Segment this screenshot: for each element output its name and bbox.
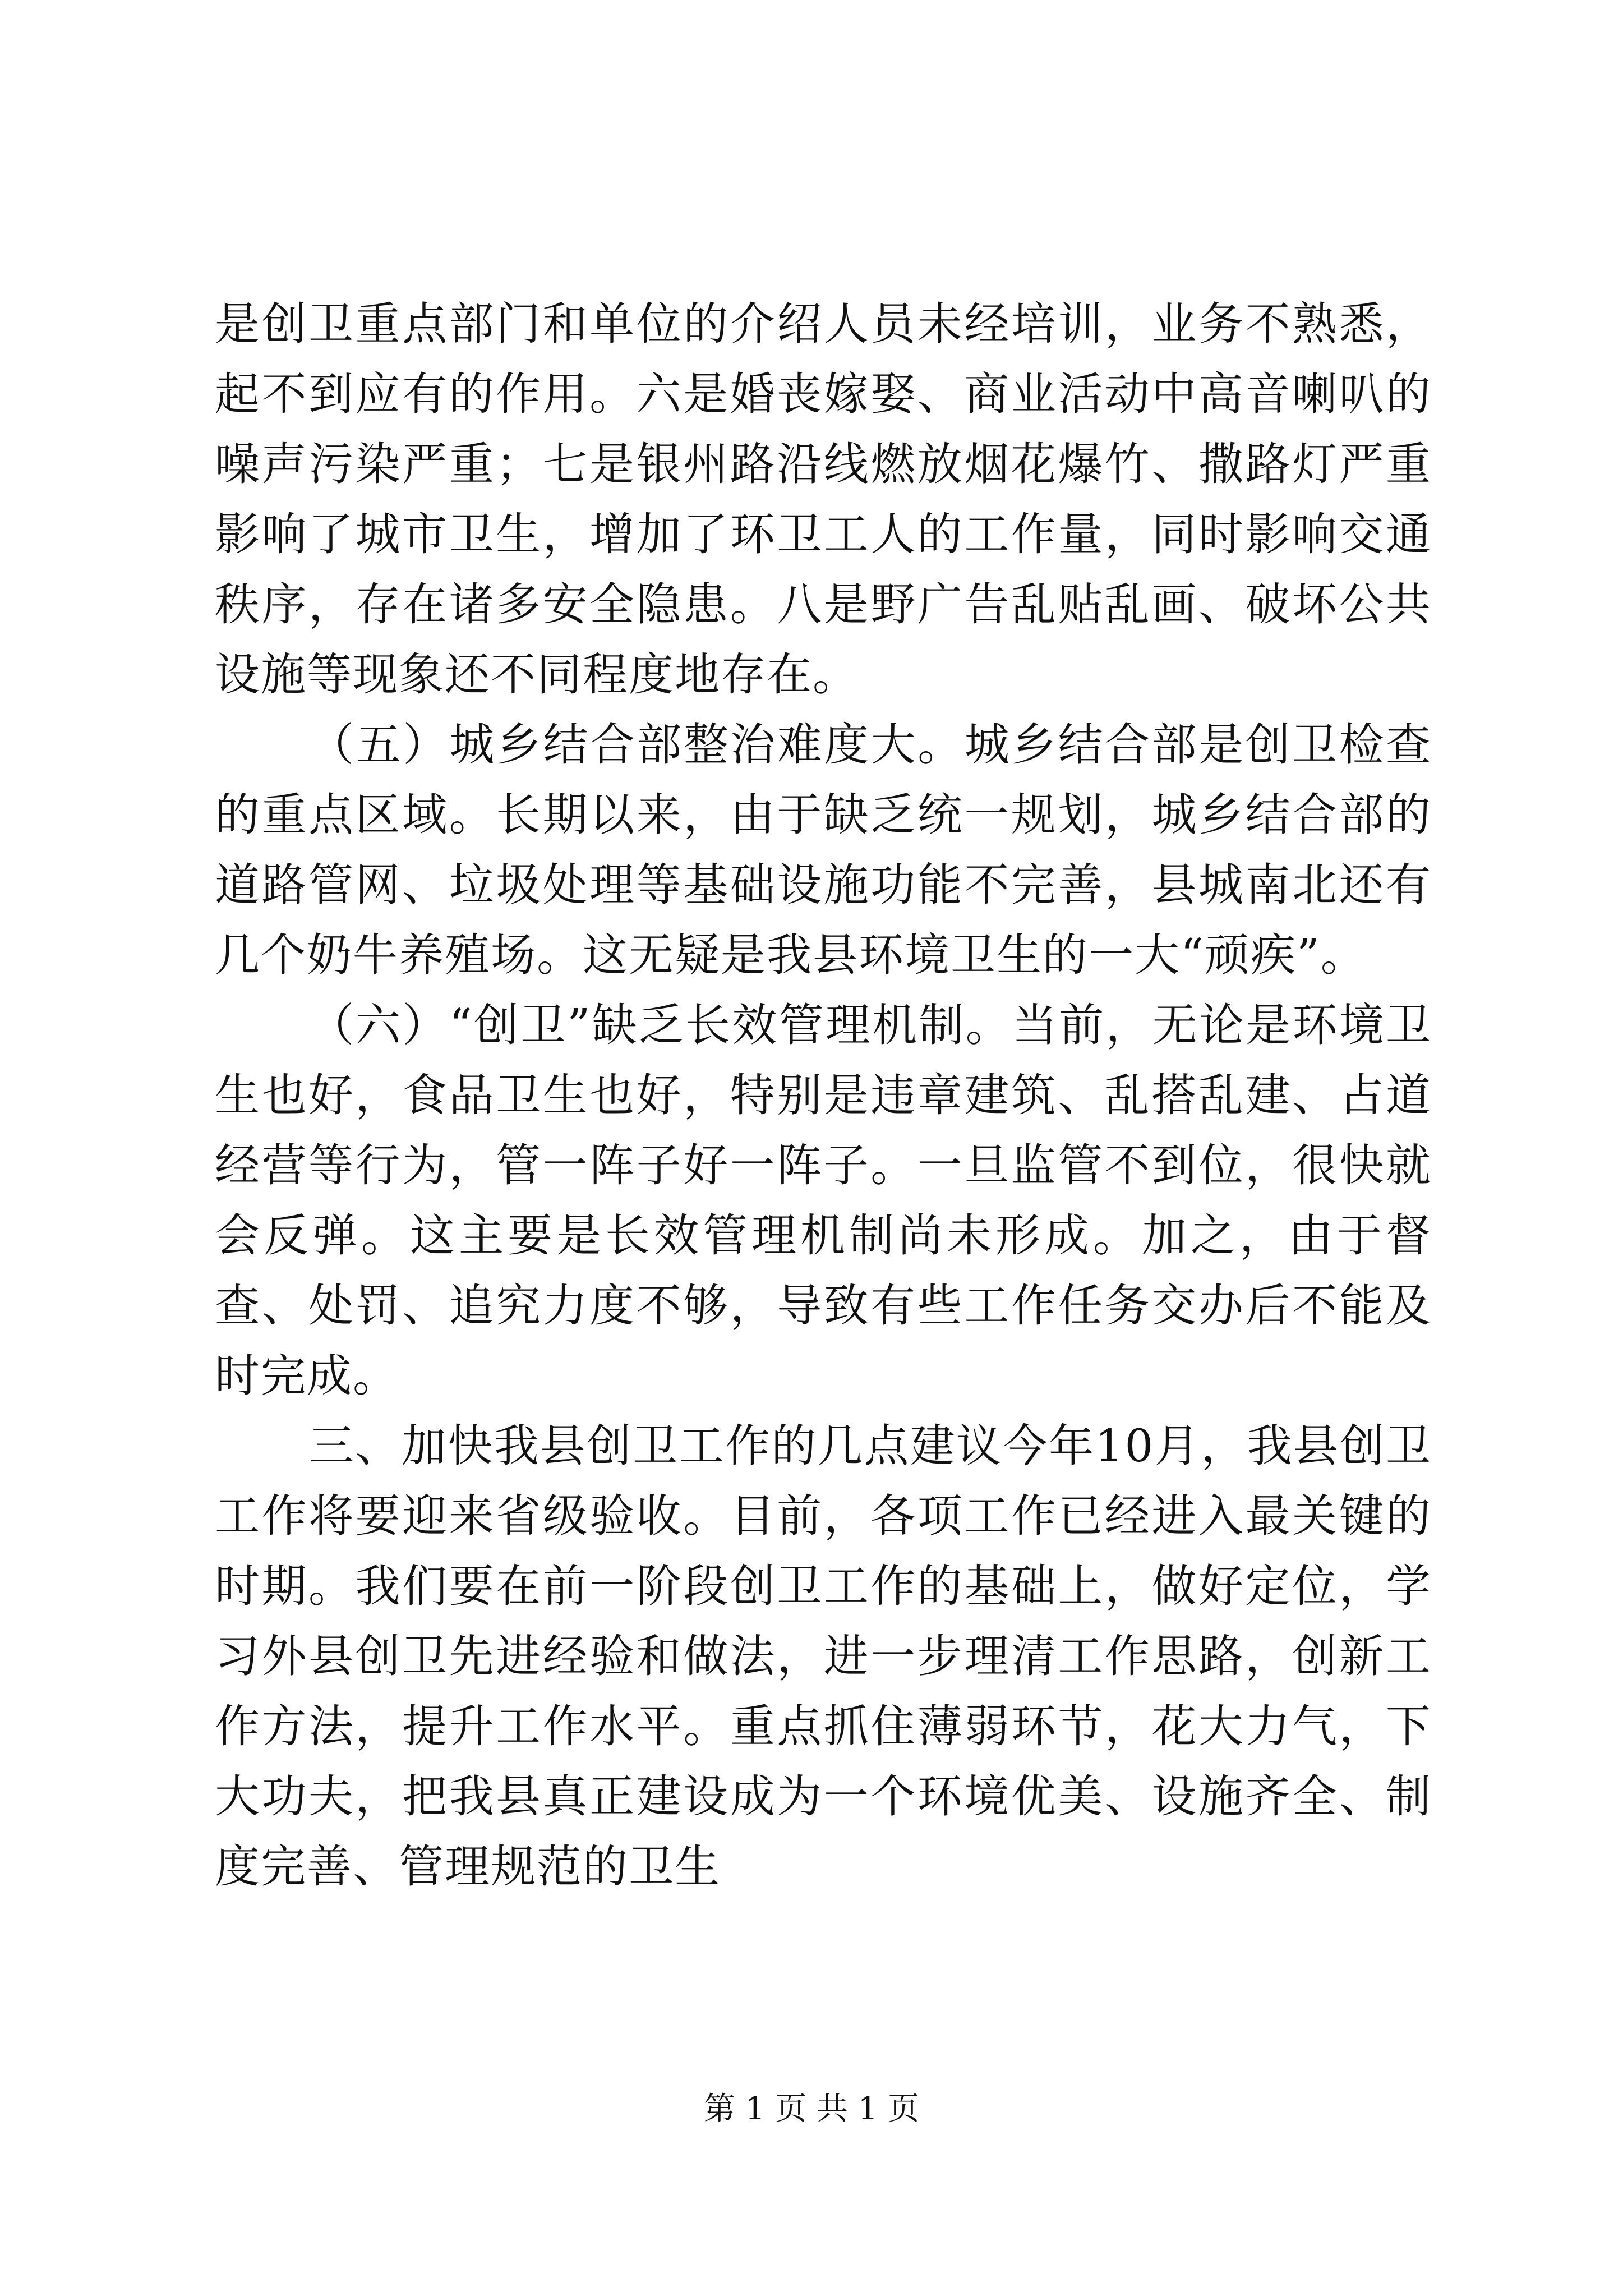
paragraph-continuation: 是创卫重点部门和单位的介绍人员未经培训，业务不熟悉，起不到应有的作用。六是婚丧嫁娶、商业活动中高音喇叭的噪声污染严重；七是银州路沿线燃放烟花爆竹、撒路灯严重影响了城市卫生，增加了环卫工人的工作量，同时影响交通秩序，存在诸多安全隐患。八是野广告乱贴乱画、破坏公共设施等现象还不同程度地存在。 [215,298,1432,701]
paragraph-section-5: （五）城乡结合部整治难度大。城乡结合部是创卫检查的重点区域。长期以来，由于缺乏统一规划，城乡结合部的道路管网、垃圾处理等基础设施功能不完善，县城南北还有几个奶牛养殖场。这无疑是我县环境卫生的一大“顽疾”。 [215,719,1432,981]
paragraph-suggestions: 三、加快我县创卫工作的几点建议今年10月，我县创卫工作将要迎来省级验收。目前，各项工作已经进入最关键的时期。我们要在前一阶段创卫工作的基础上，做好定位，学习外县创卫先进经验和做法，进一步理清工作思路，创新工作方法，提升工作水平。重点抓住薄弱环节，花大力气，下大功夫，把我县真正建设成为一个环境优美、设施齐全、制度完善、管理规范的卫生 [215,1420,1432,1893]
page-footer: 第 1 页 共 1 页 [703,2091,920,2127]
document-body [215,289,1432,1902]
paragraph-section-6: （六）“创卫”缺乏长效管理机制。当前，无论是环境卫生也好，食品卫生也好，特别是违章建筑、乱搭乱建、占道经营等行为，管一阵子好一阵子。一旦监管不到位，很快就会反弹。这主要是长效管理机制尚未形成。加之，由于督查、处罚、追究力度不够，导致有些工作任务交办后不能及时完成。 [215,999,1432,1402]
